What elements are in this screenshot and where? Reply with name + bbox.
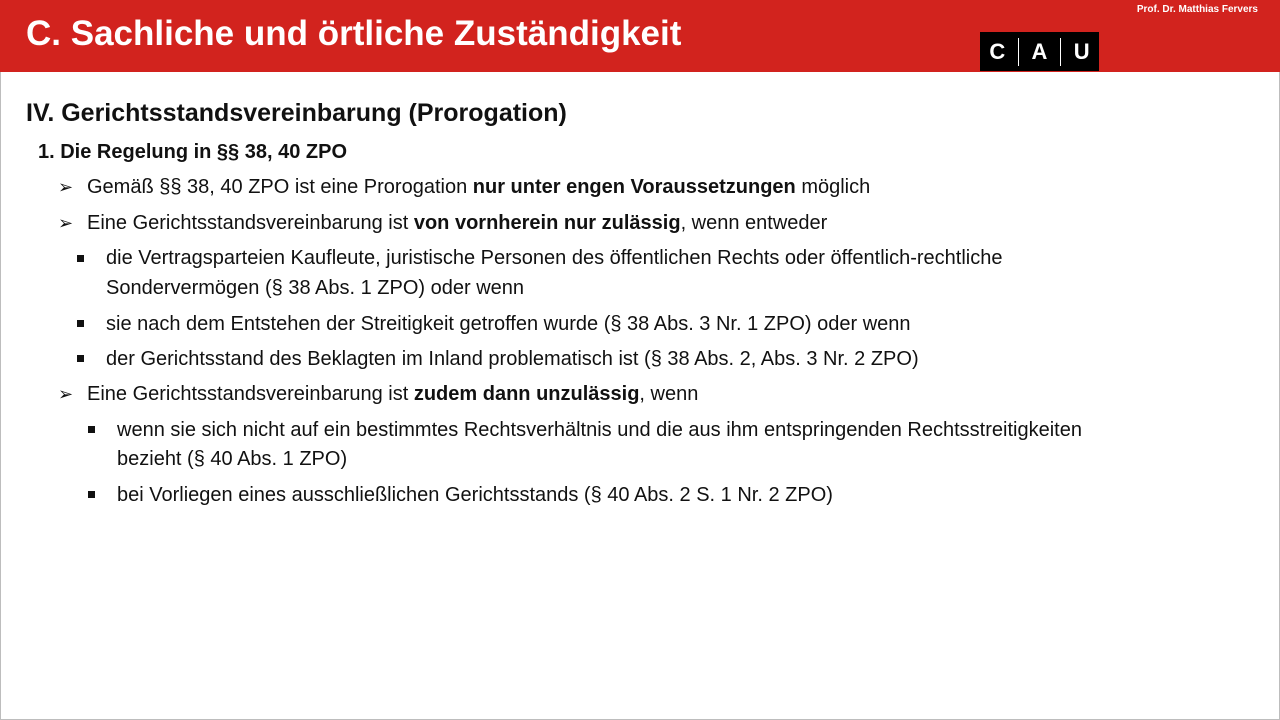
point-text: Eine Gerichtsstandsvereinbarung ist xyxy=(87,383,414,405)
arrow-bullet-icon: ➢ xyxy=(58,384,74,404)
sub-item: sie nach dem Entstehen der Streitigkeit getroffen wurde (§ 38 Abs. 3 Nr. 1 ZPO) oder wenn xyxy=(106,313,911,335)
sub-item: der Gerichtsstand des Beklagten im Inland problematisch ist (§ 38 Abs. 2, Abs. 3 Nr. 2 ZPO) xyxy=(106,348,919,370)
point-emphasis: zudem dann unzulässig xyxy=(413,383,640,405)
square-bullet-icon xyxy=(77,255,84,262)
author-name: Prof. Dr. Matthias Fervers xyxy=(1136,4,1258,15)
bullet-point-2 xyxy=(87,211,827,235)
logo-letter-c: C xyxy=(989,38,1006,64)
subsection-heading: 1. Die Regelung in §§ 38, 40 ZPO xyxy=(38,141,347,163)
point-text: Eine Gerichtsstandsvereinbarung ist xyxy=(87,212,414,234)
bullet-point-1 xyxy=(87,175,870,199)
sub-item-continuation: bezieht (§ 40 Abs. 1 ZPO) xyxy=(117,448,348,470)
point-text: , wenn xyxy=(639,383,699,405)
point-text: möglich xyxy=(795,176,871,198)
square-bullet-icon xyxy=(77,355,84,362)
sub-item: wenn sie sich nicht auf ein bestimmtes Rechtsverhältnis und die aus ihm entspringenden Rechtsstreitigkeiten xyxy=(117,419,1082,441)
logo-letter-a: A xyxy=(1031,38,1048,64)
point-emphasis: von vornherein nur zulässig xyxy=(413,212,681,234)
square-bullet-icon xyxy=(88,426,95,433)
bullet-point-3 xyxy=(87,382,698,406)
section-heading: IV. Gerichtsstandsvereinbarung (Prorogation) xyxy=(26,99,567,127)
point-emphasis: nur unter engen Voraussetzungen xyxy=(472,176,796,198)
point-text: , wenn entweder xyxy=(680,212,828,234)
point-text: Gemäß §§ 38, 40 ZPO ist eine Prorogation xyxy=(87,176,473,198)
sub-item-continuation: Sondervermögen (§ 38 Abs. 1 ZPO) oder wenn xyxy=(106,277,525,299)
square-bullet-icon xyxy=(77,320,84,327)
sub-item: die Vertragsparteien Kaufleute, juristische Personen des öffentlichen Rechts oder öffentlich-rechtliche xyxy=(106,247,1003,269)
slide-title: C. Sachliche und örtliche Zuständigkeit xyxy=(26,14,682,53)
square-bullet-icon xyxy=(88,491,95,498)
logo-letter-u: U xyxy=(1073,38,1090,64)
sub-item: bei Vorliegen eines ausschließlichen Gerichtsstands (§ 40 Abs. 2 S. 1 Nr. 2 ZPO) xyxy=(117,484,833,506)
arrow-bullet-icon: ➢ xyxy=(58,177,74,197)
arrow-bullet-icon: ➢ xyxy=(58,213,74,233)
